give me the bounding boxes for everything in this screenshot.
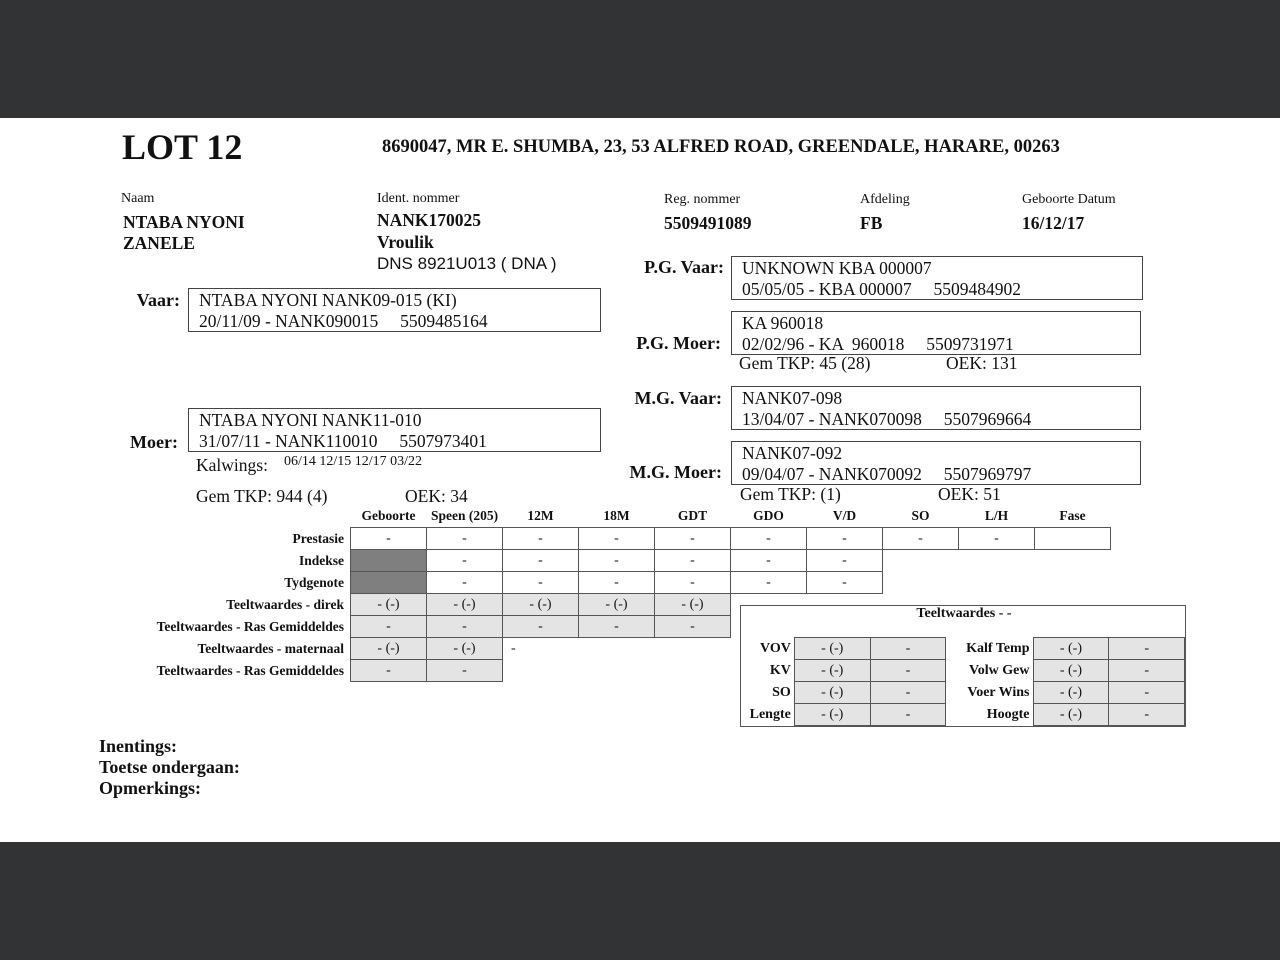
birthdate-label: Geboorte Datum — [1022, 192, 1116, 207]
column-header: 12M — [527, 508, 554, 523]
column-header: L/H — [984, 508, 1009, 523]
teeltwaardes-row — [741, 704, 1185, 726]
teeltwaardes-row — [741, 682, 1185, 704]
table-cell: - — [427, 550, 503, 572]
pg-moer-label: P.G. Moer: — [636, 333, 721, 353]
naam-label: Naam — [121, 191, 155, 206]
pg-vaar-line1: UNKNOWN KBA 000007 — [742, 258, 932, 278]
table-cell: - (-) — [351, 594, 427, 616]
table-cell: - — [579, 550, 655, 572]
trait-value: - (-) — [794, 660, 870, 682]
moer-box — [188, 408, 601, 452]
naam-line2: ZANELE — [123, 233, 195, 253]
kalwings-label: Kalwings: — [196, 455, 268, 475]
vaar-line1: NTABA NYONI NANK09-015 (KI) — [199, 290, 457, 310]
trait-value: - — [870, 660, 946, 682]
moer-line2: 31/07/11 - NANK110010 5507973401 — [199, 431, 487, 451]
opmerkings-label: Opmerkings: — [99, 778, 202, 798]
trait-value: - (-) — [794, 638, 870, 660]
afdeling-label: Afdeling — [860, 192, 910, 207]
row-label: Teeltwaardes - Ras Gemiddeldes — [156, 662, 344, 678]
table-cell: - — [351, 616, 427, 638]
row-label: Teeltwaardes - maternaal — [197, 640, 344, 656]
mg-moer-box — [731, 441, 1141, 485]
trait-value: - (-) — [1033, 682, 1109, 704]
table-cell: - — [807, 528, 883, 550]
table-cell: - — [579, 572, 655, 594]
pg-moer-box — [731, 311, 1141, 355]
indekse-row — [120, 550, 1111, 572]
table-cell — [351, 550, 427, 572]
mg-vaar-box — [731, 386, 1141, 430]
trait-value: - — [870, 638, 946, 660]
table-cell: - — [959, 528, 1035, 550]
table-cell: - — [503, 572, 579, 594]
toetse-label: Toetse ondergaan: — [99, 757, 240, 777]
table-cell: - — [883, 528, 959, 550]
table-cell: - — [503, 528, 579, 550]
column-header: Fase — [1059, 508, 1086, 523]
ident-value: NANK170025 — [377, 210, 482, 230]
trait-label: KV — [769, 662, 791, 678]
performance-header-row — [120, 505, 1111, 528]
table-cell: - — [427, 528, 503, 550]
empty-cell — [883, 550, 1111, 572]
tydgenote-row — [120, 572, 1111, 594]
pg-vaar-line2: 05/05/05 - KBA 000007 5509484902 — [742, 279, 1022, 299]
trait-value: - — [870, 682, 946, 704]
table-cell: - — [731, 528, 807, 550]
mg-moer-line1: NANK07-092 — [742, 443, 843, 463]
table-cell: - — [503, 616, 579, 638]
table-cell: - (-) — [655, 594, 731, 616]
reg-value: 5509491089 — [664, 213, 752, 233]
birthdate-value: 16/12/17 — [1022, 213, 1085, 233]
trait-label: Volw Gew — [968, 662, 1030, 678]
column-header: Geboorte — [361, 508, 416, 523]
trait-value: - — [1109, 704, 1185, 726]
teeltwaardes-box — [740, 605, 1186, 727]
trait-value: - — [1109, 682, 1185, 704]
trait-label: Hoogte — [986, 706, 1030, 722]
table-cell: - — [579, 528, 655, 550]
naam-line1: NTABA NYONI — [123, 212, 245, 232]
pg-vaar-label: P.G. Vaar: — [644, 257, 724, 277]
table-cell: - — [351, 660, 427, 682]
table-cell: - — [731, 550, 807, 572]
table-cell: - — [655, 528, 731, 550]
teeltwaardes-table — [741, 637, 1185, 726]
kalwings-value: 06/14 12/15 12/17 03/22 — [284, 454, 423, 469]
table-cell: - (-) — [579, 594, 655, 616]
column-header: GDT — [677, 508, 708, 523]
moer-line1: NTABA NYONI NANK11-010 — [199, 410, 422, 430]
trait-label: Lengte — [749, 706, 791, 722]
table-cell: - — [655, 616, 731, 638]
mg-moer-line2: 09/04/07 - NANK070092 5507969797 — [742, 464, 1032, 484]
row-label: Tydgenote — [284, 574, 344, 590]
table-cell: - — [807, 550, 883, 572]
mg-moer-label: M.G. Moer: — [629, 462, 722, 482]
breeder-address: 8690047, MR E. SHUMBA, 23, 53 ALFRED ROAD, GREENDALE, HARARE, 00263 — [382, 137, 1060, 157]
inentings-label: Inentings: — [99, 736, 178, 756]
table-cell: - (-) — [427, 638, 503, 660]
row-label: Indekse — [298, 552, 344, 568]
footer-notes — [99, 736, 240, 799]
sex-value: Vroulik — [377, 232, 434, 252]
table-cell: - — [351, 528, 427, 550]
table-cell: - (-) — [503, 594, 579, 616]
trait-value: - — [870, 704, 946, 726]
vaar-line2: 20/11/09 - NANK090015 5509485164 — [199, 311, 488, 331]
lot-number: LOT 12 — [122, 127, 243, 167]
column-header: Speen (205) — [430, 508, 499, 523]
trait-label: VOV — [759, 640, 791, 656]
moer-label: Moer: — [130, 432, 178, 452]
mg-vaar-line2: 13/04/07 - NANK070098 5507969664 — [742, 409, 1032, 429]
pg-moer-line2: 02/02/96 - KA 960018 5509731971 — [742, 334, 1014, 354]
table-cell — [351, 572, 427, 594]
trait-label: SO — [772, 684, 791, 700]
moer-gem-tkp: Gem TKP: 944 (4) — [196, 486, 328, 506]
column-header: SO — [911, 508, 930, 523]
table-cell: - — [807, 572, 883, 594]
trait-label: Kalf Temp — [966, 640, 1030, 656]
table-cell: - — [655, 572, 731, 594]
pg-moer-line1: KA 960018 — [742, 313, 824, 333]
trait-value: - — [1109, 660, 1185, 682]
catalogue-sheet — [0, 118, 1280, 842]
table-cell: - — [427, 660, 503, 682]
reg-label: Reg. nommer — [664, 192, 741, 207]
table-cell: - (-) — [351, 638, 427, 660]
column-header: GDO — [753, 508, 784, 523]
empty-cell — [883, 572, 1111, 594]
pg-vaar-box — [731, 256, 1143, 300]
trait-value: - (-) — [1033, 660, 1109, 682]
teeltwaardes-row — [741, 660, 1185, 682]
pg-moer-gem-tkp: Gem TKP: 45 (28) — [739, 353, 871, 373]
prestasie-row — [120, 528, 1111, 550]
mg-moer-oek: OEK: 51 — [938, 484, 1001, 504]
mg-vaar-line1: NANK07-098 — [742, 388, 843, 408]
mg-moer-gem-tkp: Gem TKP: (1) — [740, 484, 841, 504]
trait-value: - (-) — [794, 704, 870, 726]
teeltwaardes-title: Teeltwaardes - - — [916, 606, 1012, 621]
table-cell: - (-) — [427, 594, 503, 616]
column-header: 18M — [603, 508, 630, 523]
trait-label: Voer Wins — [967, 684, 1030, 700]
row-label: Prestasie — [292, 530, 344, 546]
table-cell: - — [579, 616, 655, 638]
row-label: Teeltwaardes - Ras Gemiddeldes — [156, 618, 344, 634]
pg-moer-oek: OEK: 131 — [946, 353, 1018, 373]
trait-value: - — [1109, 638, 1185, 660]
extra-cell: - — [511, 640, 516, 656]
table-cell: - — [731, 572, 807, 594]
moer-oek: OEK: 34 — [405, 486, 468, 506]
row-label: Teeltwaardes - direk — [226, 596, 344, 612]
table-cell: - — [427, 616, 503, 638]
column-header: V/D — [832, 508, 857, 523]
trait-value: - (-) — [794, 682, 870, 704]
vaar-box — [188, 288, 601, 332]
mg-vaar-label: M.G. Vaar: — [634, 388, 722, 408]
table-cell: - — [427, 572, 503, 594]
header-spacer — [120, 505, 351, 528]
dns-value: DNS 8921U013 ( DNA ) — [377, 254, 557, 273]
trait-value: - (-) — [1033, 638, 1109, 660]
ident-label: Ident. nommer — [377, 191, 460, 206]
table-cell: - — [503, 550, 579, 572]
afdeling-value: FB — [860, 213, 883, 233]
teeltwaardes-row — [741, 638, 1185, 660]
trait-value: - (-) — [1033, 704, 1109, 726]
table-cell: - — [655, 550, 731, 572]
vaar-label: Vaar: — [136, 290, 180, 310]
table-cell — [1035, 528, 1111, 550]
